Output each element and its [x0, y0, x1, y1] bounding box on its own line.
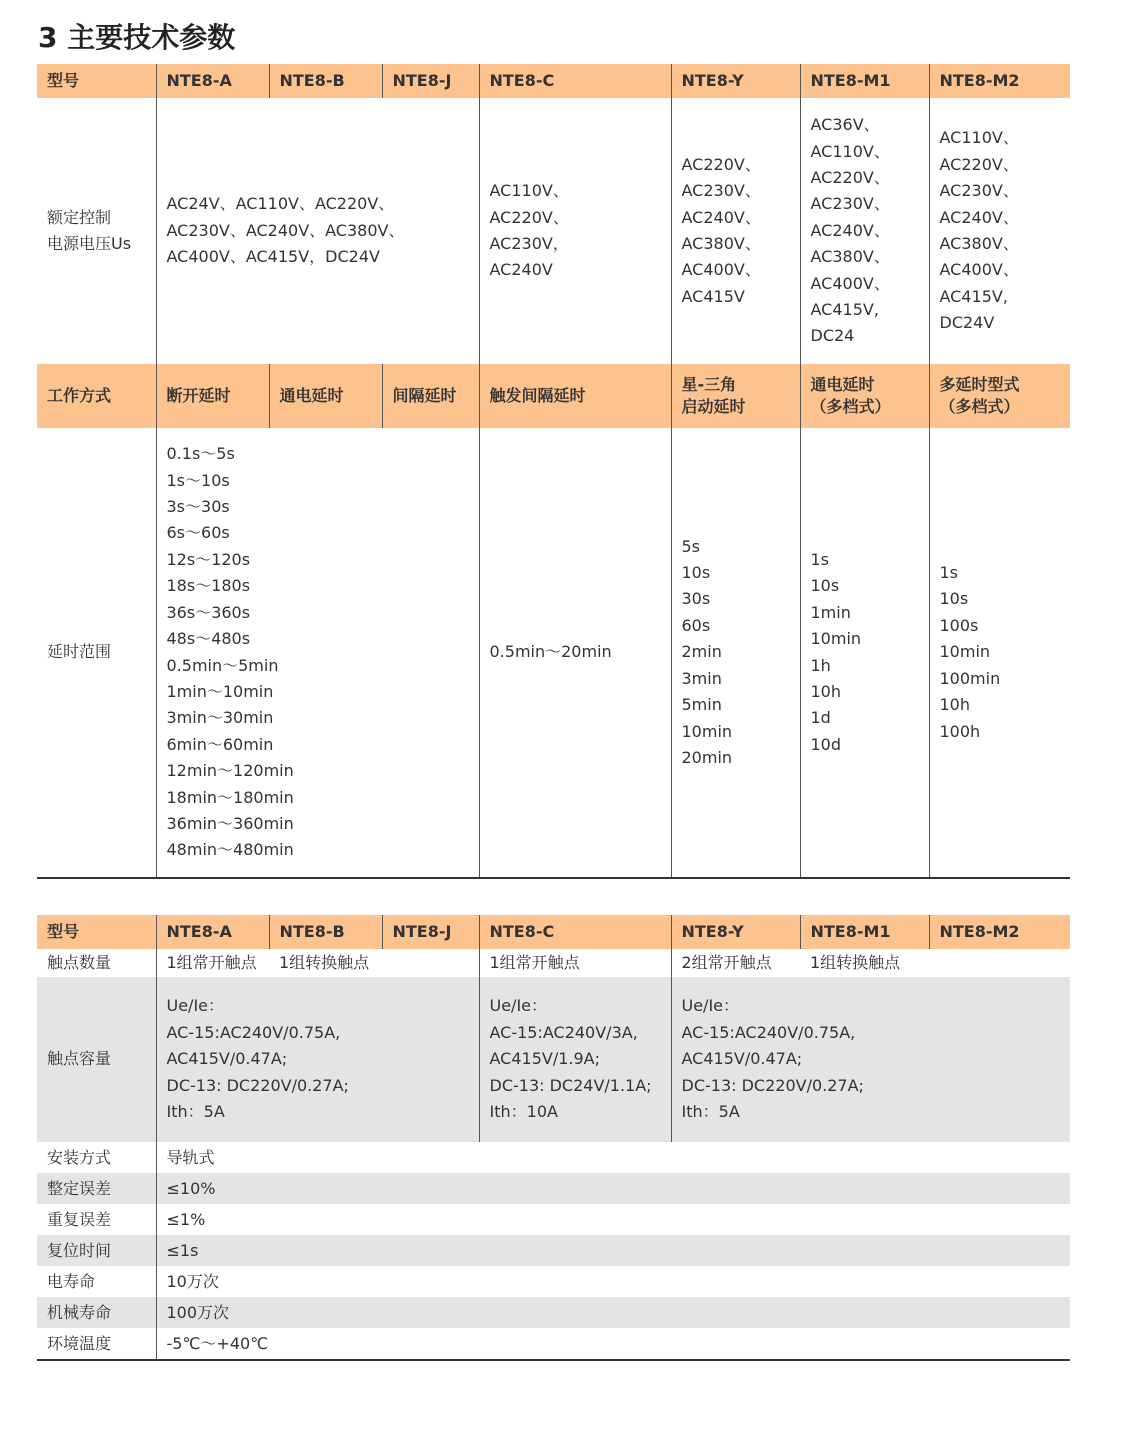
contacts-a: 1组常开触点 [166, 953, 257, 972]
model-label: 型号 [37, 64, 156, 98]
parameters-table-2 [37, 915, 1070, 1361]
mode-a: 断开延时 [156, 364, 269, 428]
model-nte8-y: NTE8-Y [671, 64, 800, 98]
mode-y: 星-三角 启动延时 [671, 364, 800, 428]
model-nte8-m1: NTE8-M1 [800, 915, 929, 949]
model-nte8-j: NTE8-J [382, 64, 479, 98]
model-label: 型号 [37, 915, 156, 949]
spec-row [37, 1266, 1070, 1297]
spec-value: -5℃～+40℃ [156, 1328, 1070, 1360]
model-header-row-2 [37, 915, 1070, 949]
model-nte8-a: NTE8-A [156, 915, 269, 949]
range-m1: 1s 10s 1min 10min 1h 10h 1d 10d [800, 428, 929, 878]
mode-label: 工作方式 [37, 364, 156, 428]
capacity-label: 触点容量 [37, 977, 156, 1142]
mode-m2: 多延时型式 （多档式） [929, 364, 1070, 428]
voltage-m2: AC110V、 AC220V、 AC230V、 AC240V、 AC380V、 AC400V、 AC415V, DC24V [939, 128, 1019, 333]
contacts-bj: 1组转换触点 [269, 949, 479, 977]
range-m2: 1s 10s 100s 10min 100min 10h 100h [929, 428, 1070, 878]
voltage-y: AC220V、 AC230V、 AC240V、 AC380V、 AC400V、 AC415V [671, 98, 800, 364]
voltage-abj: AC24V、AC110V、AC220V、 AC230V、AC240V、AC380V、 AC400V、AC415V，DC24V [156, 98, 479, 364]
mode-m1: 通电延时 （多档式） [800, 364, 929, 428]
model-nte8-b: NTE8-B [269, 915, 382, 949]
spec-label: 复位时间 [37, 1235, 156, 1266]
spec-row [37, 1173, 1070, 1204]
voltage-label: 额定控制 电源电压Us [37, 98, 156, 364]
model-nte8-j: NTE8-J [382, 915, 479, 949]
spec-value: 100万次 [156, 1297, 1070, 1328]
parameters-table-1 [37, 64, 1070, 879]
spec-label: 整定误差 [37, 1173, 156, 1204]
spec-label: 安装方式 [37, 1142, 156, 1173]
model-nte8-y: NTE8-Y [671, 915, 800, 949]
range-abj: 0.1s～5s 1s～10s 3s～30s 6s～60s 12s～120s 18s～180s 36s～360s 48s～480s 0.5min～5min 1min～10min 3min～30min 6min～60min 12min～120min 18min～180min 36min～360min 48min～480min [156, 428, 479, 878]
section-title: 3 主要技术参数 [38, 21, 236, 54]
model-nte8-c: NTE8-C [479, 915, 671, 949]
model-nte8-c: NTE8-C [479, 64, 671, 98]
spec-row [37, 1235, 1070, 1266]
spec-value: ≤1s [156, 1235, 1070, 1266]
spec-value: ≤10% [156, 1173, 1070, 1204]
spec-label: 重复误差 [37, 1204, 156, 1235]
range-label: 延时范围 [37, 428, 156, 878]
spec-row [37, 1297, 1070, 1328]
voltage-row [37, 98, 1070, 364]
contacts-c: 1组常开触点 [479, 949, 671, 977]
capacity-ym: Ue/Ie： AC-15:AC240V/0.75A, AC415V/0.47A; DC-13: DC220V/0.27A; Ith：5A [671, 977, 1070, 1142]
mode-c: 触发间隔延时 [479, 364, 671, 428]
spec-row [37, 1142, 1070, 1173]
voltage-c: AC110V、 AC220V、 AC230V， AC240V [479, 98, 671, 364]
contacts-y: 2组常开触点 [681, 953, 772, 972]
contacts-row [37, 949, 1070, 977]
mode-j: 间隔延时 [382, 364, 479, 428]
contacts-m: 1组转换触点 [810, 953, 901, 972]
spec-value: 10万次 [166, 1271, 219, 1291]
spec-label: 环境温度 [37, 1328, 156, 1360]
model-nte8-a: NTE8-A [156, 64, 269, 98]
spec-row [37, 1328, 1070, 1360]
capacity-c: Ue/Ie： AC-15:AC240V/3A, AC415V/1.9A; DC-13: DC24V/1.1A; Ith：10A [479, 977, 671, 1142]
spec-label: 电寿命 [37, 1266, 156, 1297]
range-y: 5s 10s 30s 60s 2min 3min 5min 10min 20min [671, 428, 800, 878]
spec-label: 机械寿命 [37, 1297, 156, 1328]
model-nte8-b: NTE8-B [269, 64, 382, 98]
capacity-abj: Ue/Ie： AC-15:AC240V/0.75A, AC415V/0.47A; DC-13: DC220V/0.27A; Ith：5A [156, 977, 479, 1142]
mode-row [37, 364, 1070, 428]
spec-value: 导轨式 [166, 1147, 215, 1167]
spec-row [37, 1204, 1070, 1235]
model-nte8-m2: NTE8-M2 [929, 915, 1070, 949]
mode-b: 通电延时 [269, 364, 382, 428]
model-nte8-m1: NTE8-M1 [800, 64, 929, 98]
voltage-m1: AC36V、 AC110V、 AC220V、 AC230V、 AC240V、 AC380V、 AC400V、 AC415V, DC24 [800, 98, 929, 364]
model-nte8-m2: NTE8-M2 [929, 64, 1070, 98]
range-c: 0.5min～20min [479, 428, 671, 878]
range-row [37, 428, 1070, 878]
spec-value: ≤1% [166, 1209, 206, 1229]
contacts-label: 触点数量 [37, 949, 156, 977]
capacity-row [37, 977, 1070, 1142]
model-header-row [37, 64, 1070, 98]
